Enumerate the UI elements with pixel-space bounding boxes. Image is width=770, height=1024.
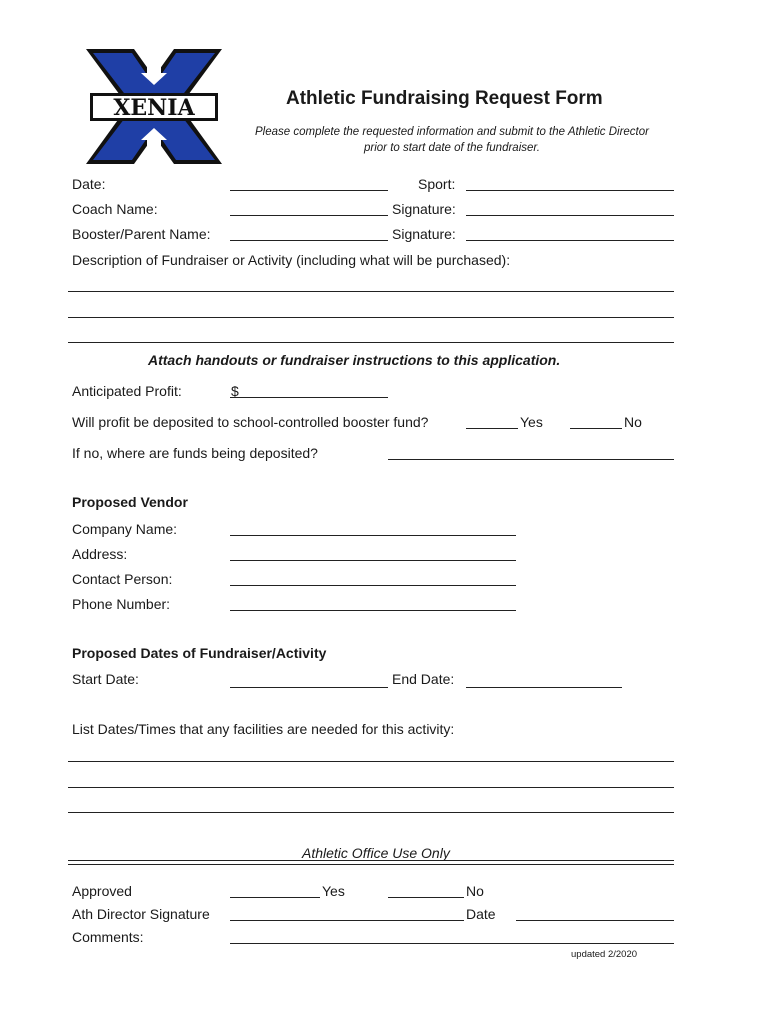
deposit-yes-field[interactable] [466,428,518,429]
contact-person-label: Contact Person: [72,571,173,587]
description-line-1[interactable] [68,291,674,292]
ad-signature-field[interactable] [230,920,464,921]
deposit-no-label: No [624,414,642,430]
office-use-heading: Athletic Office Use Only [302,845,450,861]
deposit-yes-label: Yes [520,414,543,430]
xenia-logo [86,49,222,164]
address-field[interactable] [230,560,516,561]
xenia-x-emblem-icon [86,49,222,164]
logo-text: XENIA [113,95,195,121]
updated-note: updated 2/2020 [571,949,638,960]
deposit-location-question: If no, where are funds being deposited? [72,445,318,461]
deposit-question: Will profit be deposited to school-controlled booster fund? [72,414,429,430]
approved-yes-field[interactable] [230,897,320,898]
end-date-label: End Date: [392,671,455,687]
form-title: Athletic Fundraising Request Form [286,88,603,109]
description-line-2[interactable] [68,317,674,318]
ad-date-label: Date [466,906,496,922]
approved-no-field[interactable] [388,897,464,898]
proposed-vendor-heading: Proposed Vendor [72,494,188,510]
proposed-dates-heading: Proposed Dates of Fundraiser/Activity [72,645,327,661]
booster-signature-label: Signature: [392,226,456,242]
coach-signature-field[interactable] [466,215,674,216]
start-date-label: Start Date: [72,671,139,687]
approved-no-label: No [466,883,484,899]
office-divider-bottom [68,864,674,865]
booster-signature-field[interactable] [466,240,674,241]
booster-parent-name-field[interactable] [230,240,388,241]
description-line-3[interactable] [68,342,674,343]
contact-person-field[interactable] [230,585,516,586]
booster-parent-name-label: Booster/Parent Name: [72,226,211,242]
form-instructions [230,124,674,156]
coach-signature-label: Signature: [392,201,456,217]
office-divider-top [68,860,674,861]
ad-signature-label: Ath Director Signature [72,906,210,922]
sport-field[interactable] [466,190,674,191]
facilities-line-3[interactable] [68,812,674,813]
currency-symbol: $ [231,383,239,399]
ad-date-field[interactable] [516,920,674,921]
attach-instructions-note: Attach handouts or fundraiser instructions to this application. [148,352,561,368]
facilities-line-2[interactable] [68,787,674,788]
facilities-line-1[interactable] [68,761,674,762]
anticipated-profit-field[interactable] [230,397,388,398]
instructions-line-1: Please complete the requested information and submit to the Athletic Director [255,126,649,138]
company-name-field[interactable] [230,535,516,536]
sport-label: Sport: [418,176,456,192]
comments-label: Comments: [72,929,144,945]
approved-label: Approved [72,883,132,899]
start-date-field[interactable] [230,687,388,688]
coach-name-label: Coach Name: [72,201,158,217]
company-name-label: Company Name: [72,521,178,537]
date-field[interactable] [230,190,388,191]
coach-name-field[interactable] [230,215,388,216]
anticipated-profit-label: Anticipated Profit: [72,383,182,399]
approved-yes-label: Yes [322,883,345,899]
deposit-location-field[interactable] [388,459,674,460]
comments-field[interactable] [230,943,674,944]
phone-number-label: Phone Number: [72,596,171,612]
date-label: Date: [72,176,106,192]
instructions-line-2: prior to start date of the fundraiser. [364,142,540,154]
address-label: Address: [72,546,128,562]
end-date-field[interactable] [466,687,622,688]
description-label: Description of Fundraiser or Activity (including what will be purchased): [72,252,511,268]
deposit-no-field[interactable] [570,428,622,429]
phone-number-field[interactable] [230,610,516,611]
facilities-question: List Dates/Times that any facilities are needed for this activity: [72,721,455,737]
